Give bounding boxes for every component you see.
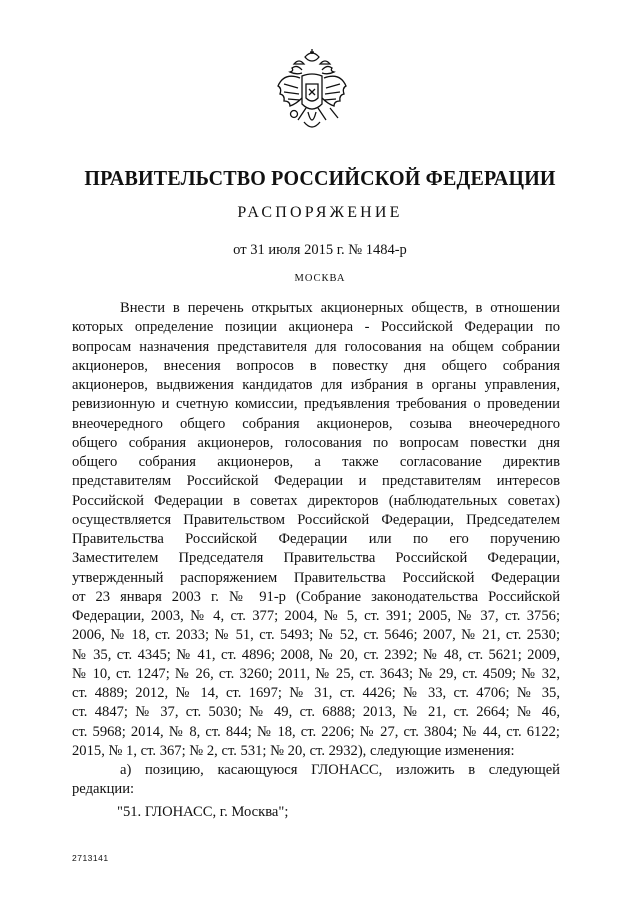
body-line: осуществляется Правительством Российской Федерации, Председателем (72, 511, 560, 528)
body-line: 2015, № 1, ст. 367; № 2, ст. 531; № 20, ст. 2932), следующие изменения: (72, 742, 515, 759)
city-name: МОСКВА (294, 273, 346, 284)
body-line: от 23 января 2003 г. № 91-р (Собрание законодательства Российской (72, 588, 560, 605)
organization-title: ПРАВИТЕЛЬСТВО РОССИЙСКОЙ ФЕДЕРАЦИИ (84, 166, 556, 190)
body-line: ревизионную и счетную комиссии, предъявления требования о проведении (72, 396, 560, 413)
body-line: общего собрания акционеров, а также согласование директив (72, 454, 560, 470)
body-line: а) позицию, касающуюся ГЛОНАСС, изложить в следующей (120, 762, 560, 778)
body-line: Правительства Российской Федерации или по его поручению (72, 531, 560, 547)
body-line: № 35, ст. 4345; № 41, ст. 4896; 2008, № 20, ст. 2392; № 48, ст. 5621; 2009, (72, 646, 560, 663)
body-line: Заместителем Председателя Правительства Российской Федерации, (72, 550, 560, 567)
body-line: Российской Федерации в советах директоров (наблюдательных советах) (72, 492, 560, 509)
body-line: акционеров, выдвижения кандидатов для избрания в органы управления, (72, 377, 560, 393)
document-type: РАСПОРЯЖЕНИЕ (237, 204, 403, 221)
body-line: ст. 4889; 2012, № 14, ст. 1697; № 31, ст. 4426; № 33, ст. 4706; № 35, (72, 685, 560, 701)
body-line: вопросам назначения представителя для голосования на общем собрании (72, 338, 560, 355)
body-line: представителям Российской Федерации и представителям интересов (72, 473, 560, 490)
coat-of-arms-emblem-icon (272, 48, 352, 138)
body-line: акционеров, внесения вопросов в повестку дня общего собрания (72, 357, 560, 374)
body-line: которых определение позиции акционера - Российской Федерации по (72, 319, 560, 336)
body-line: ст. 5968; 2014, № 8, ст. 844; № 18, ст. 2206; № 27, ст. 3804; № 44, ст. 6122; (72, 723, 560, 740)
document-code: 2713141 (72, 853, 109, 863)
body-line: ст. 4847; № 37, ст. 5030; № 49, ст. 6888; 2013, № 21, ст. 2664; № 46, (72, 704, 560, 721)
body-line: № 10, ст. 1247; № 26, ст. 3260; 2011, № 25, ст. 3643; № 29, ст. 4509; № 32, (72, 665, 560, 682)
body-line: утвержденный распоряжением Правительства Российской Федерации (72, 569, 560, 586)
body-line: Внести в перечень открытых акционерных обществ, в отношении (120, 300, 560, 316)
quoted-entry: "51. ГЛОНАСС, г. Москва"; (117, 804, 289, 820)
body-line: общего собрания акционеров, голосования по вопросам повестки дня (72, 434, 560, 451)
body-line: редакции: (72, 781, 135, 798)
body-line: Федерации, 2003, № 4, ст. 377; 2004, № 5, ст. 391; 2005, № 37, ст. 3756; (72, 608, 560, 624)
body-line: внеочередного общего собрания акционеров, созыва внеочередного (72, 415, 560, 432)
date-and-number: от 31 июля 2015 г. № 1484-р (233, 242, 407, 258)
document-body (72, 299, 560, 800)
body-line: 2006, № 18, ст. 2033; № 51, ст. 5493; № 52, ст. 5646; 2007, № 21, ст. 2530; (72, 627, 560, 644)
